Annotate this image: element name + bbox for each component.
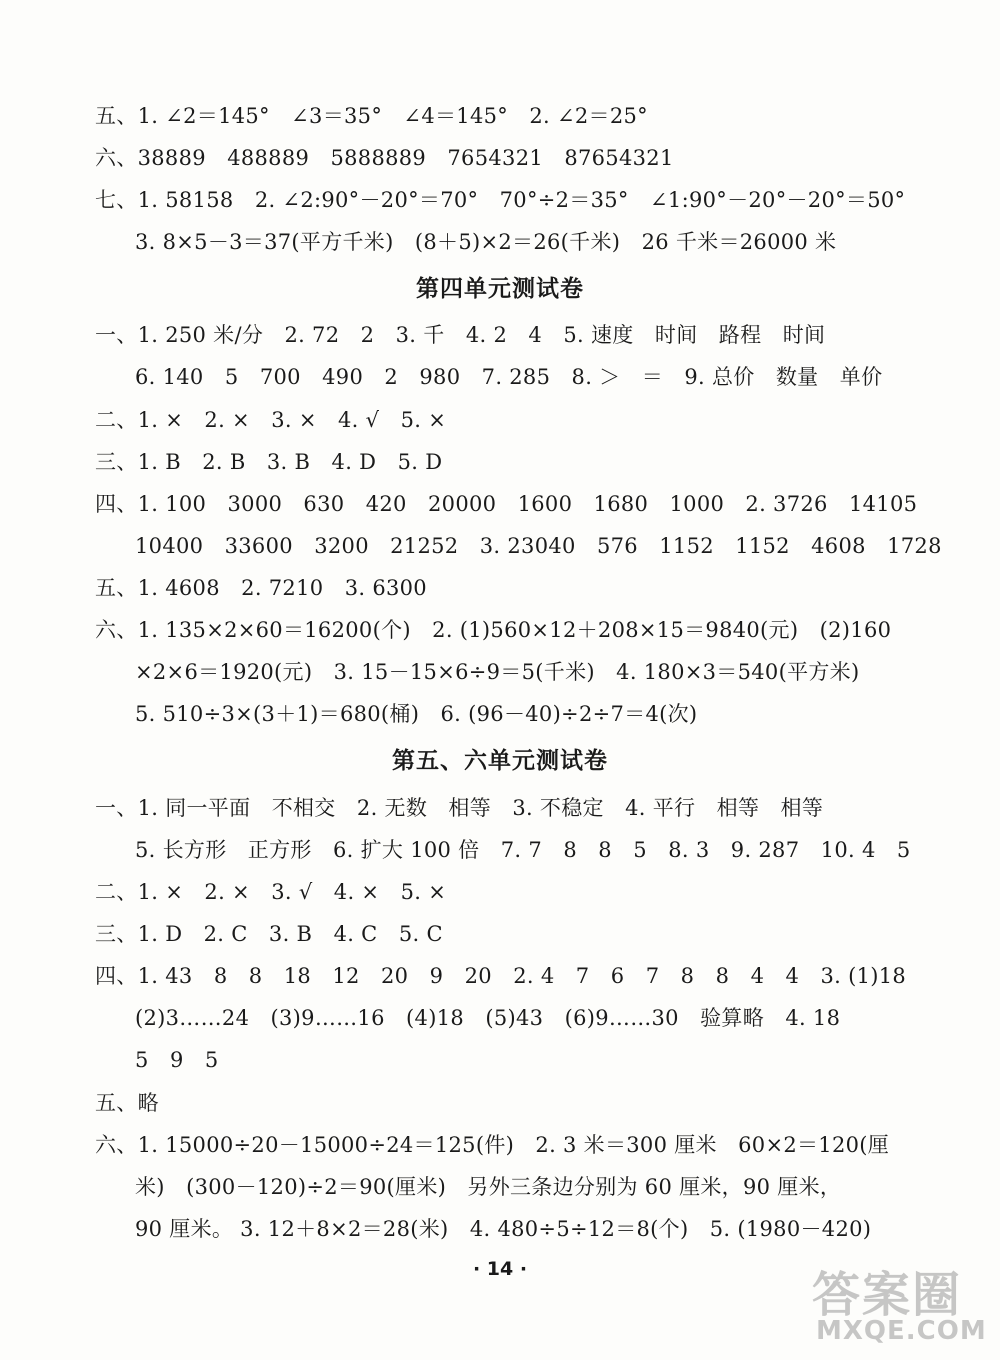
unit56-line: 5 9 5 [135,1048,219,1072]
answer-line-6: 六、38889 488889 5888889 7654321 87654321 [95,146,674,170]
unit56-line: 二、1. × 2. × 3. √ 4. × 5. × [95,880,447,904]
unit4-heading: 第四单元测试卷 [416,276,584,302]
unit56-line: 米) (300－120)÷2＝90(厘米) 另外三条边分别为 60 厘米，90 厘米， [135,1175,842,1199]
unit56-line: 六、1. 15000÷20－15000÷24＝125(件) 2. 3 米＝300 厘米 60×2＝120(厘 [95,1133,890,1157]
unit4-line: 四、1. 100 3000 630 420 20000 1600 1680 1000 2. 3726 14105 [95,492,918,516]
unit56-line: (2)3……24 (3)9……16 (4)18 (5)43 (6)9……30 验算略 4. 18 [135,1006,841,1030]
unit56-line: 90 厘米。 3. 12＋8×2＝28(米) 4. 480÷5÷12＝8(个) 5. (1980－420) [135,1217,872,1241]
answer-line-7-cont: 3. 8×5－3＝37(平方千米) (8＋5)×2＝26(千米) 26 千米＝26000 米 [135,230,837,254]
answer-line-7: 七、1. 58158 2. ∠2:90°－20°＝70° 70°÷2＝35° ∠1:90°－20°－20°＝50° [95,188,906,212]
unit4-line: 6. 140 5 700 490 2 980 7. 285 8. ＞ ＝ 9. 总价 数量 单价 [135,365,883,389]
watermark-logo [802,1256,992,1356]
watermark-url: MXQE.COM [816,1316,987,1346]
unit4-line: 10400 33600 3200 21252 3. 23040 576 1152 1152 4608 1728 [135,534,942,558]
unit4-line: ×2×6＝1920(元) 3. 15－15×6÷9＝5(千米) 4. 180×3＝540(平方米) [135,660,860,684]
unit4-line: 五、1. 4608 2. 7210 3. 6300 [95,576,427,600]
unit56-line: 五、略 [95,1091,159,1115]
unit4-line: 六、1. 135×2×60＝16200(个) 2. (1)560×12＋208×15＝9840(元) (2)160 [95,618,892,642]
unit4-line: 二、1. × 2. × 3. × 4. √ 5. × [95,408,447,432]
page-number: · 14 · [472,1258,528,1280]
unit56-line: 四、1. 43 8 8 18 12 20 9 20 2. 4 7 6 7 8 8 4 4 3. (1)18 [95,964,907,988]
unit56-line: 一、1. 同一平面 不相交 2. 无数 相等 3. 不稳定 4. 平行 相等 相等 [95,796,824,820]
watermark-logo-text: 答案圈 [812,1267,963,1323]
unit56-line: 三、1. D 2. C 3. B 4. C 5. C [95,922,443,946]
unit56-heading: 第五、六单元测试卷 [392,748,608,774]
unit4-line: 三、1. B 2. B 3. B 4. D 5. D [95,450,443,474]
unit56-line: 5. 长方形 正方形 6. 扩大 100 倍 7. 7 8 8 5 8. 3 9. 287 10. 4 5 [135,838,911,862]
answer-line-5: 五、1. ∠2＝145° ∠3＝35° ∠4＝145° 2. ∠2＝25° [95,104,648,128]
unit4-line: 5. 510÷3×(3＋1)＝680(桶) 6. (96－40)÷2÷7＝4(次) [135,702,698,726]
unit4-line: 一、1. 250 米/分 2. 72 2 3. 千 4. 2 4 5. 速度 时间 路程 时间 [95,323,826,347]
